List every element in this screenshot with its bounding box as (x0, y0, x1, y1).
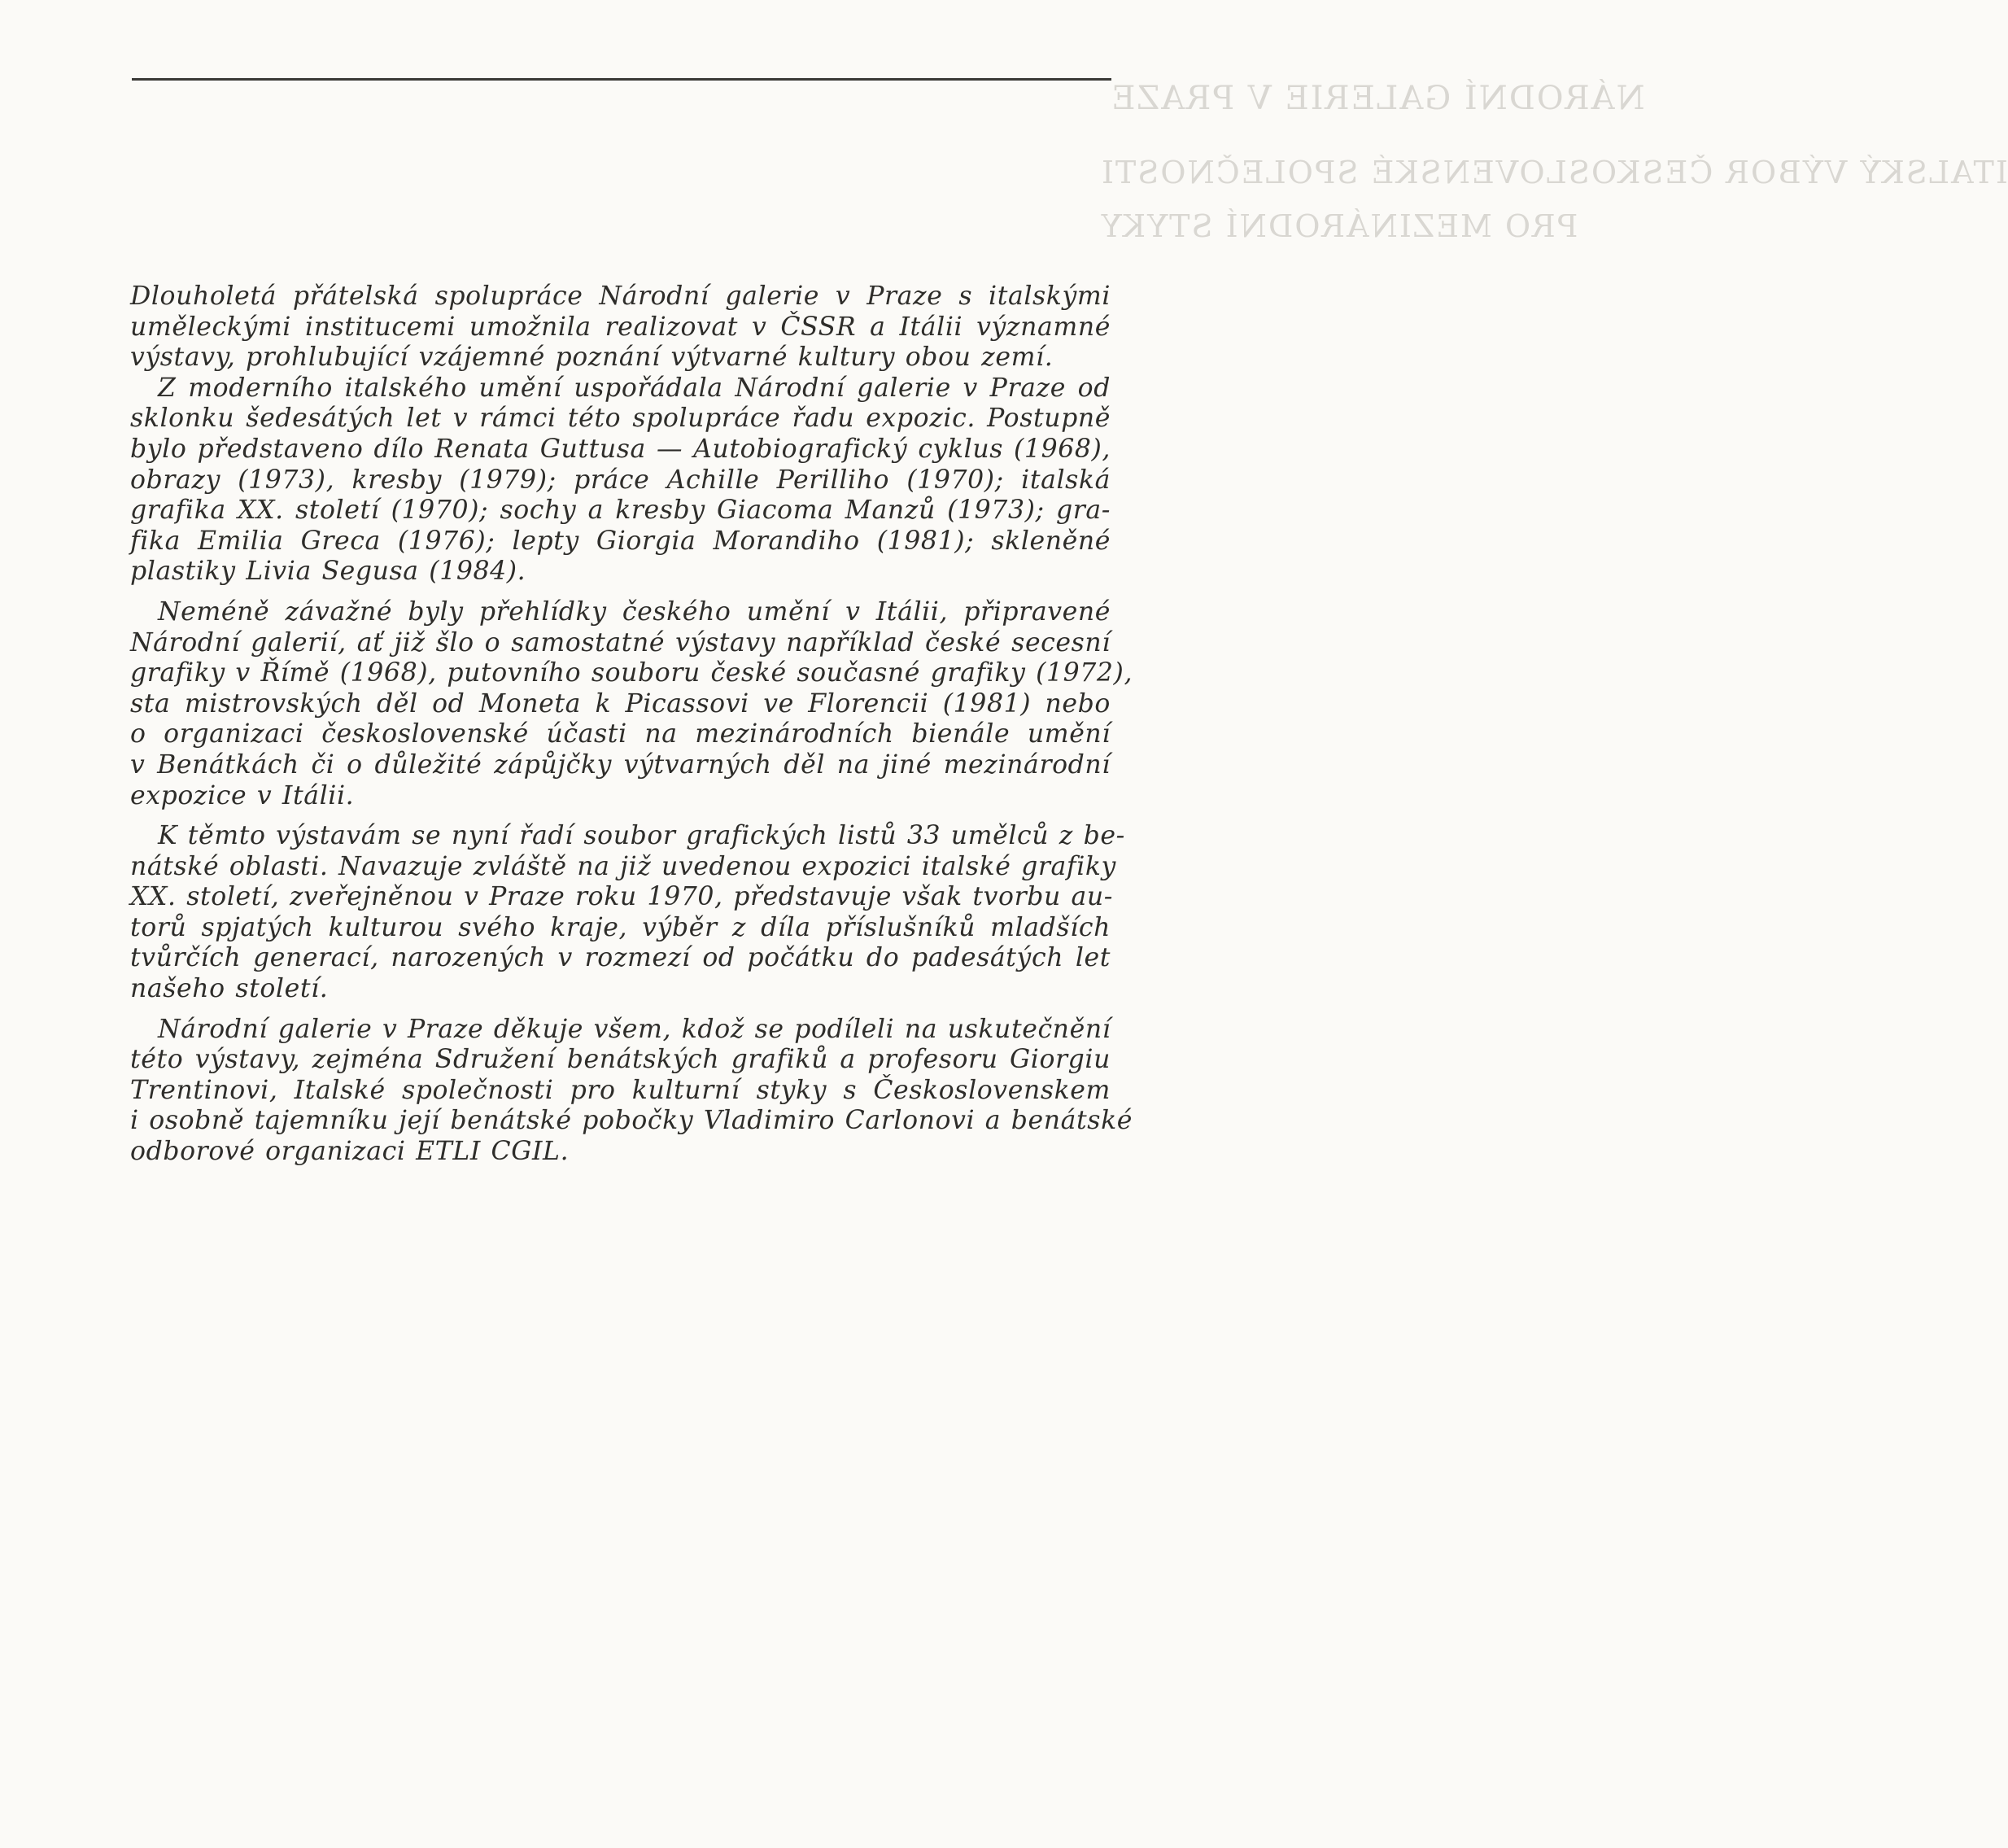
text-line: plastiky Livia Segusa (1984). (130, 557, 526, 587)
text-line: bylo představeno dílo Renata Guttusa — Autobiografický cyklus (1968), (130, 434, 1111, 464)
top-rule (132, 78, 1111, 81)
bleed-through-line-1: NÁRODNÍ GALERIE V PRAZE (1110, 80, 1645, 117)
text-line: grafiky v Římě (1968), putovního souboru české současné grafiky (1972), (130, 658, 1133, 688)
bleed-through-line-3: PRO MEZINÁRODNÍ STYKY (1100, 208, 1578, 244)
text-line: i osobně tajemníku její benátské pobočky Vladimiro Carlonovi a benátské (130, 1106, 1133, 1136)
text-line: sta mistrovských děl od Moneta k Picassovi ve Florencii (1981) nebo (130, 688, 1111, 719)
text-line: našeho století. (130, 974, 329, 1004)
text-line: uměleckými institucemi umožnila realizovat v ČSSR a Itálii významné (130, 312, 1111, 342)
text-line: Neméně závažné byly přehlídky českého umění v Itálii, připravené (158, 596, 1111, 627)
text-line: obrazy (1973), kresby (1979); práce Achille Perilliho (1970); italská (130, 465, 1111, 495)
text-line: XX. století, zveřejněnou v Praze roku 1970, představuje však tvorbu au- (130, 882, 1114, 912)
text-line: tvůrčích generací, narozených v rozmezí od počátku do padesátých let (130, 943, 1111, 973)
paragraph-2 (130, 374, 1111, 588)
text-line: nátské oblasti. Navazuje zvláště na již uvedenou expozici italské grafiky (130, 851, 1116, 881)
text-line: K těmto výstavám se nyní řadí soubor grafických listů 33 umělců z be- (158, 821, 1125, 851)
paragraph-gap (130, 811, 1111, 821)
paragraph-4 (130, 821, 1125, 1005)
text-line: výstavy, prohlubující vzájemné poznání výtvarné kultury obou zemí. (130, 343, 1054, 373)
text-line: v Benátkách či o důležité zápůjčky výtvarných děl na jiné mezinárodní (130, 749, 1111, 780)
text-line: Dlouholetá přátelská spolupráce Národní galerie v Praze s italskými (130, 282, 1111, 311)
bleed-through-line-2: ITALSKÝ VÝBOR ČESKOSLOVENSKÉ SPOLEČNOSTI (1100, 155, 2008, 190)
text-line: fika Emilia Greca (1976); lepty Giorgia Morandiho (1981); skleněné (130, 526, 1111, 556)
text-line: Národní galerie v Praze děkuje všem, kdož se podíleli na uskutečnění (158, 1014, 1111, 1044)
text-line: expozice v Itálii. (130, 780, 355, 810)
text-line: sklonku šedesátých let v rámci této spolupráce řadu expozic. Postupně (130, 404, 1111, 434)
text-line: odborové organizaci ETLI CGIL. (130, 1137, 570, 1167)
text-line: grafika XX. století (1970); sochy a kresby Giacoma Manzů (1973); gra- (130, 496, 1111, 526)
text-line: Trentinovi, Italské společnosti pro kulturní styky s Československem (130, 1075, 1111, 1105)
paragraph-gap (130, 1005, 1111, 1015)
paragraph-3 (130, 596, 1133, 811)
text-line: torů spjatých kulturou svého kraje, výběr z díla příslušníků mladších (130, 912, 1111, 942)
text-line: Národní galerií, ať již šlo o samostatné výstavy například české secesní (130, 627, 1111, 658)
text-line: této výstavy, zejména Sdružení benátských grafiků a profesoru Giorgiu (130, 1045, 1111, 1075)
paragraph-gap (130, 588, 1111, 597)
text-line: Z moderního italského umění uspořádala Národní galerie v Praze od (158, 373, 1111, 403)
body-text (130, 282, 1133, 1168)
paragraph-5 (130, 1014, 1133, 1168)
text-line: o organizaci československé účasti na mezinárodních bienále umění (130, 719, 1111, 749)
paragraph-1 (130, 282, 1111, 374)
